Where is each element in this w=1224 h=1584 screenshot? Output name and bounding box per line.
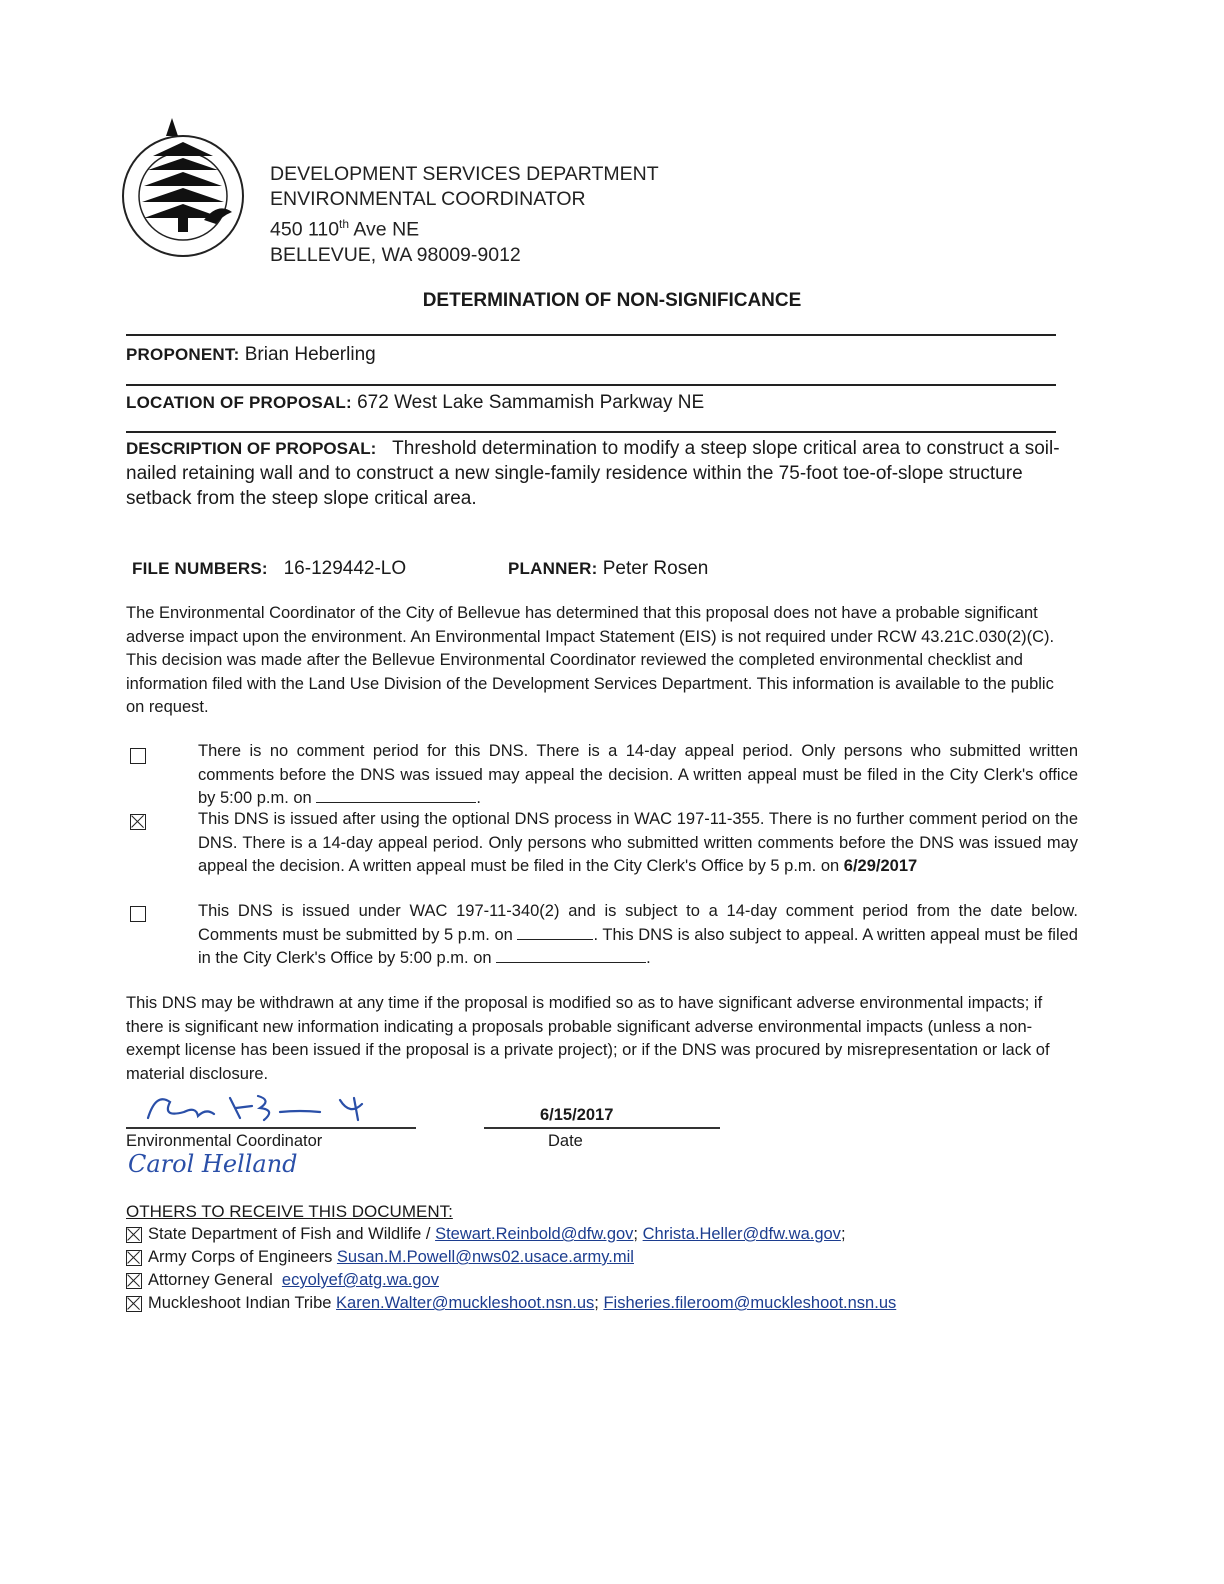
- department-name: DEVELOPMENT SERVICES DEPARTMENT: [270, 163, 659, 185]
- location-value: 672 West Lake Sammamish Parkway NE: [357, 392, 705, 413]
- recipient-muckleshoot: Muckleshoot Indian Tribe Karen.Walter@muckleshoot.nsn.us ; Fisheries.fileroom@muckleshoot.nsn.us: [126, 1292, 896, 1315]
- date-line: [484, 1127, 720, 1129]
- letterhead: [270, 162, 659, 268]
- recipient-fish-wildlife: State Department of Fish and Wildlife / Stewart.Reinbold@dfw.gov ; Christa.Heller@dfw.wa.gov ;: [126, 1223, 896, 1246]
- divider: [126, 384, 1056, 386]
- option-2-text: This DNS is issued after using the optional DNS process in WAC 197-11-355. There is no further comment period on the DNS. There is a 14-day appeal period. Only persons who submitted written comments before the DNS was issued may appeal the decision. A written appeal must be filed in the City Clerk's Office by 5 p.m. on 6/29/2017: [198, 810, 1078, 875]
- email-link[interactable]: Karen.Walter@muckleshoot.nsn.us: [336, 1294, 595, 1312]
- description-value: Threshold determination to modify a steep slope critical area to construct a soil-nailed retaining wall and to construct a new single-family residence within the 75-foot toe-of-slope structure setback from the steep slope critical area.: [126, 438, 1060, 509]
- option-2-checkbox[interactable]: [130, 814, 146, 830]
- determination-paragraph: The Environmental Coordinator of the City of Bellevue has determined that this proposal does not have a probable significant adverse impact upon the environment. An Environmental Impact Statement (EIS) is not required under RCW 43.21C.030(2)(C). This decision was made after the Bellevue Environmental Coordinator reviewed the completed environmental checklist and information filed with the Land Use Division of the Development Services Department. This information is available to the public on request.: [126, 604, 1055, 716]
- appeal-date-blank: [496, 948, 646, 963]
- coordinator-signature: [140, 1088, 400, 1128]
- location-field: LOCATION OF PROPOSAL: 672 West Lake Sammamish Parkway NE: [126, 392, 705, 413]
- email-link[interactable]: ecyolyef@atg.wa.gov: [281, 1271, 439, 1289]
- email-link[interactable]: Fisheries.fileroom@muckleshoot.nsn.us: [603, 1294, 897, 1312]
- file-number-value: 16-129442-LO: [283, 558, 407, 579]
- planner-value: Peter Rosen: [602, 558, 709, 579]
- recipient-checkbox[interactable]: [126, 1273, 142, 1289]
- signature-date: 6/15/2017: [540, 1106, 614, 1124]
- coordinator-title: ENVIRONMENTAL COORDINATOR: [270, 188, 586, 210]
- handwritten-name: Carol Helland: [128, 1150, 298, 1178]
- option-1-text: There is no comment period for this DNS. There is a 14-day appeal period. Only persons who submitted written comments before the DNS was issued may appeal the decision. A written appeal must be filed in the City Clerk's office by 5:00 p.m. on .: [198, 742, 1078, 807]
- comment-date-blank: [517, 925, 593, 940]
- document-title: DETERMINATION OF NON-SIGNIFICANCE: [422, 290, 802, 311]
- divider: [126, 334, 1056, 336]
- planner-field: PLANNER: Peter Rosen: [508, 558, 709, 579]
- city-state-zip: BELLEVUE, WA 98009-9012: [270, 243, 521, 266]
- file-numbers-field: FILE NUMBERS: 16-129442-LO: [132, 558, 407, 579]
- street-address: 450 110th Ave NE: [270, 217, 420, 241]
- description-field: DESCRIPTION OF PROPOSAL: Threshold determination to modify a steep slope critical area to construct a soil-nailed retaining wall and to construct a new single-family residence within the 75-foot toe-of-slope structure setback from the steep slope critical area.: [126, 438, 1060, 509]
- email-link[interactable]: Stewart.Reinbold@dfw.gov: [435, 1225, 634, 1243]
- email-link[interactable]: Christa.Heller@dfw.wa.gov: [642, 1225, 841, 1243]
- option-3-text: This DNS is issued under WAC 197-11-340(2) and is subject to a 14-day comment period from the date below. Comments must be submitted by 5 p.m. on . This DNS is also subject to appeal. A written appeal must be filed in the City Clerk's Office by 5:00 p.m. on .: [198, 902, 1078, 967]
- proponent-field: PROPONENT: Brian Heberling: [126, 344, 376, 365]
- divider: [126, 431, 1056, 433]
- signature-line: [126, 1127, 416, 1129]
- option-1-checkbox[interactable]: [130, 748, 146, 764]
- withdrawal-paragraph: This DNS may be withdrawn at any time if the proposal is modified so as to have significant adverse environmental impacts; if there is significant new information indicating a proposals probable significant adverse environmental impacts (unless a non-exempt license has been issued if the proposal is a private project); or if the DNS was procured by misrepresentation or lack of material disclosure.: [126, 994, 1050, 1083]
- distribution-list: [126, 1200, 896, 1315]
- appeal-date-blank: [316, 788, 476, 803]
- recipient-checkbox[interactable]: [126, 1296, 142, 1312]
- recipient-army-corps: Army Corps of Engineers Susan.M.Powell@nws02.usace.army.mil: [126, 1246, 896, 1269]
- email-link[interactable]: Susan.M.Powell@nws02.usace.army.mil: [336, 1248, 634, 1266]
- appeal-deadline: 6/29/2017: [843, 857, 918, 875]
- date-label: Date: [548, 1132, 583, 1150]
- recipient-checkbox[interactable]: [126, 1227, 142, 1243]
- recipient-checkbox[interactable]: [126, 1250, 142, 1266]
- option-3-checkbox[interactable]: [130, 906, 146, 922]
- recipient-attorney-general: Attorney General ecyolyef@atg.wa.gov: [126, 1269, 896, 1292]
- city-seal-logo: [108, 112, 258, 272]
- coordinator-label: Environmental Coordinator: [126, 1132, 323, 1150]
- distribution-heading: OTHERS TO RECEIVE THIS DOCUMENT:: [126, 1202, 453, 1221]
- proponent-value: Brian Heberling: [244, 344, 376, 365]
